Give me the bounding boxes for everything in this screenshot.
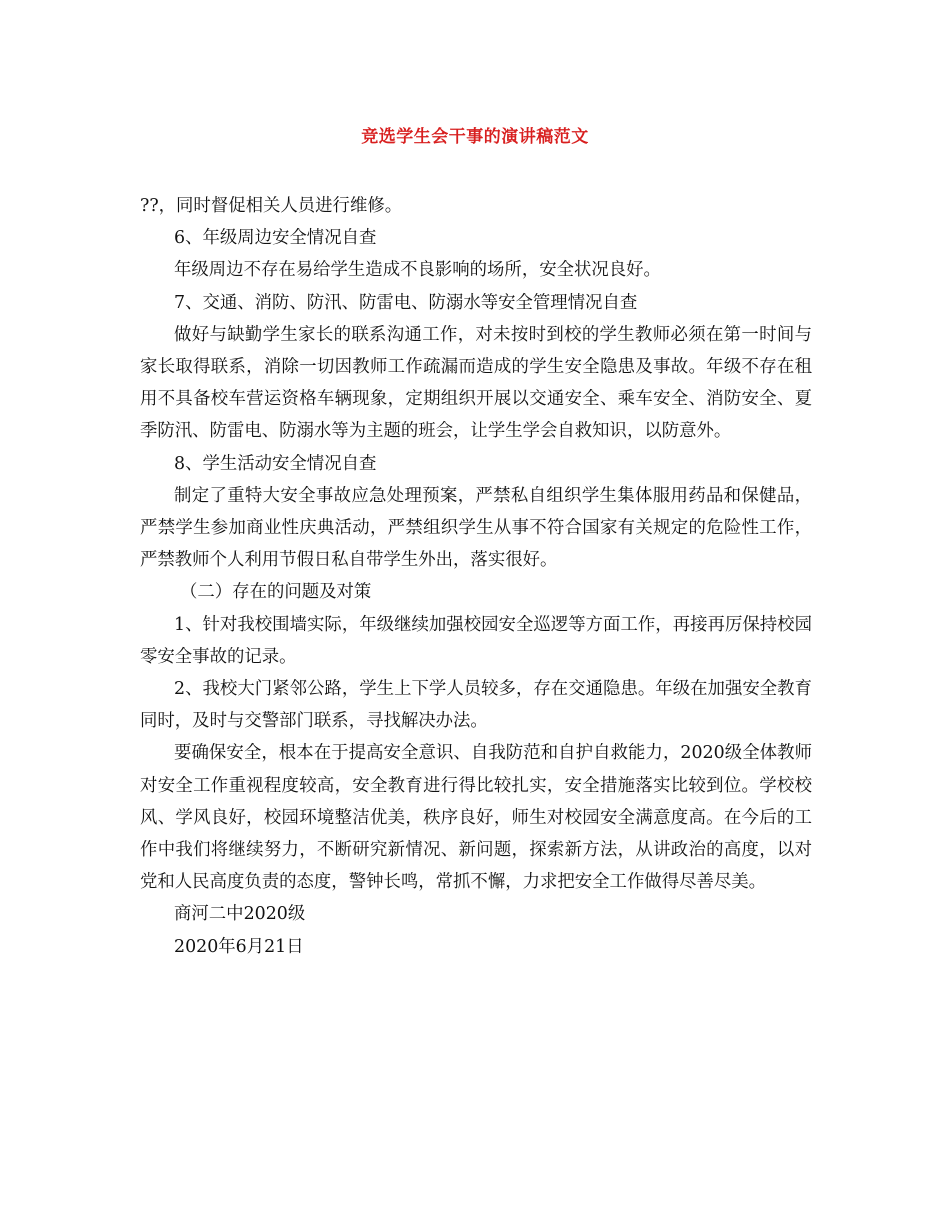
signature-organization: 商河二中2020级 (174, 904, 306, 925)
section-heading-traffic-safety: 7、交通、消防、防汛、防雷电、防溺水等安全管理情况自查 (174, 292, 638, 313)
document-body (140, 190, 812, 963)
document-title: 竞选学生会干事的演讲稿范文 (361, 127, 589, 147)
paragraph-conclusion: 要确保安全，根本在于提高安全意识、自我防范和自护自救能力，2020级全体教师对安全工作重视程度较高，安全教育进行得比较扎实，安全措施落实比较到位。学校校风、学风良好，校园环境整洁优美，秩序良好，师生对校园安全满意度高。在今后的工作中我们将继续努力，不断研究新情况、新问题，探索新方法，从讲政治的高度，以对党和人民高度负责的态度，警钟长鸣，常抓不懈，力求把安全工作做得尽善尽美。 (140, 743, 812, 893)
paragraph-traffic-safety: 做好与缺勤学生家长的联系沟通工作，对未按时到校的学生教师必须在第一时间与家长取得联系，消除一切因教师工作疏漏而造成的学生安全隐患及事故。年级不存在租用不具备校车营运资格车辆现象，定期组织开展以交通安全、乘车安全、消防安全、夏季防汛、防雷电、防溺水等为主题的班会，让学生学会自救知识，以防意外。 (140, 324, 812, 442)
paragraph-surroundings: 年级周边不存在易给学生造成不良影响的场所，安全状况良好。 (174, 260, 661, 281)
section-heading-problems: （二）存在的问题及对策 (180, 582, 372, 603)
paragraph-activities: 制定了重特大安全事故应急处理预案，严禁私自组织学生集体服用药品和保健品，严禁学生参加商业性庆典活动，严禁组织学生从事不符合国家有关规定的危险性工作，严禁教师个人利用节假日私自带学生外出，落实很好。 (140, 485, 812, 571)
section-heading-surroundings: 6、年级周边安全情况自查 (174, 228, 377, 249)
paragraph-problem-1: 1、针对我校围墙实际，年级继续加强校园安全巡逻等方面工作，再接再厉保持校园零安全事故的记录。 (140, 614, 812, 667)
section-heading-activities: 8、学生活动安全情况自查 (174, 453, 377, 474)
paragraph-problem-2: 2、我校大门紧邻公路，学生上下学人员较多，存在交通隐患。年级在加强安全教育同时，及时与交警部门联系，寻找解决办法。 (140, 679, 812, 732)
paragraph-continuation: ??，同时督促相关人员进行维修。 (140, 196, 403, 216)
signature-date: 2020年6月21日 (174, 936, 304, 957)
